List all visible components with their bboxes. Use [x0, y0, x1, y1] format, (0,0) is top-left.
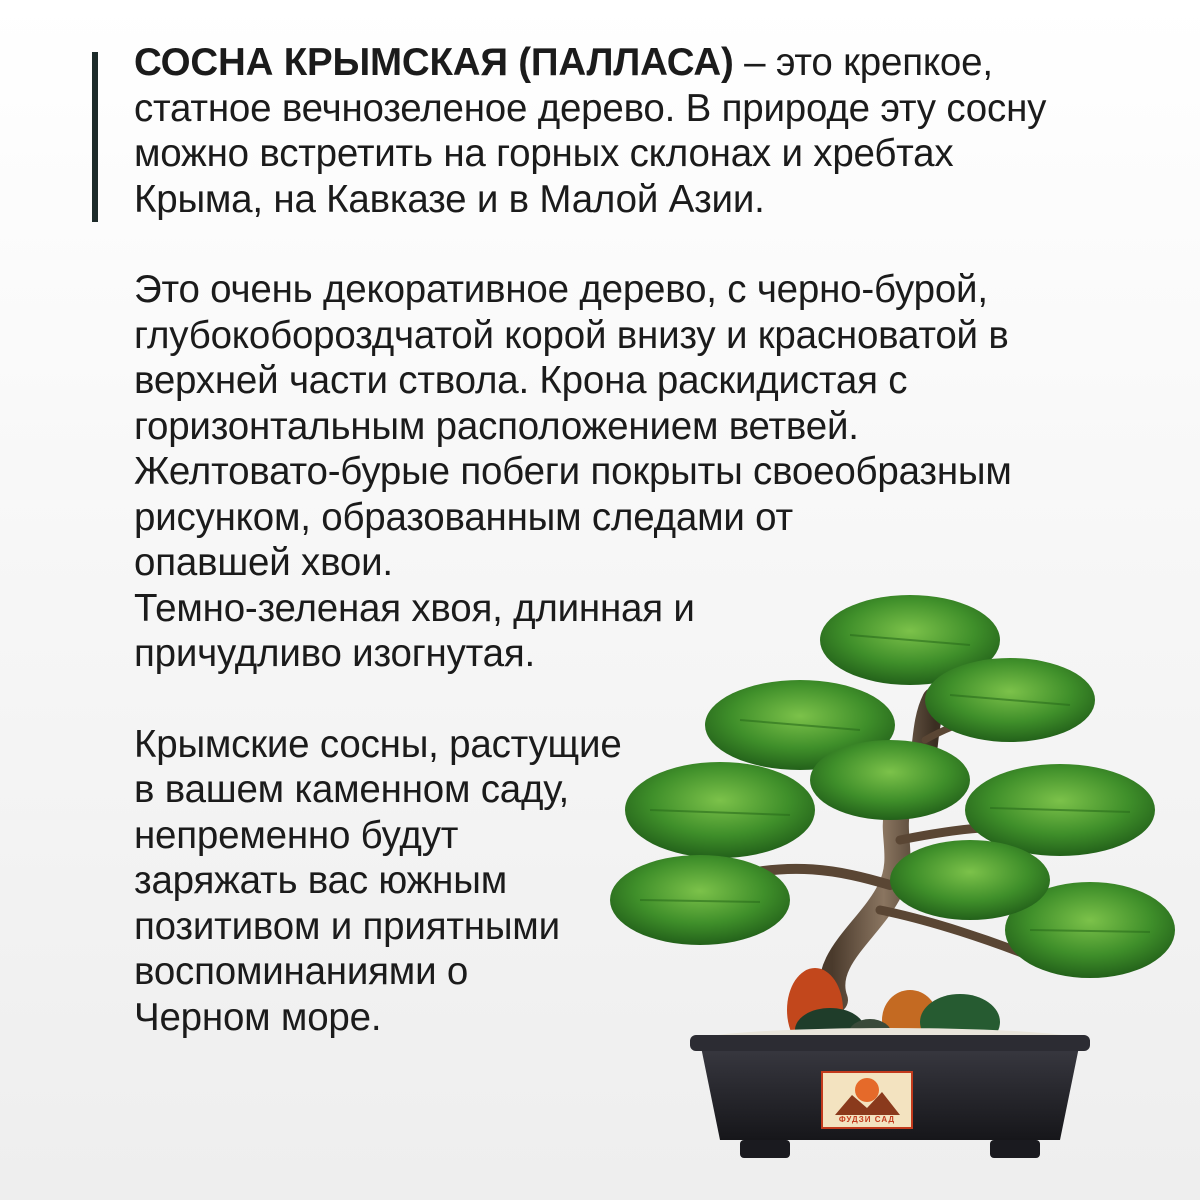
product-title: СОСНА КРЫМСКАЯ (ПАЛЛАСА)	[134, 41, 734, 84]
closing-line: Крымские сосны, растущие	[134, 722, 622, 766]
intro-line-1	[134, 40, 1134, 86]
intro-line-1-rest: – это крепкое,	[733, 41, 993, 84]
intro-line: можно встретить на горных склонах и хребтах	[134, 132, 954, 175]
closing-line: воспоминаниями о	[134, 950, 469, 993]
brand-label: ФУДЗИ САД	[838, 1115, 896, 1124]
description-line: рисунком, образованным следами от	[134, 495, 793, 539]
closing-line: Черном море.	[134, 995, 382, 1039]
closing-line: позитивом и приятными	[134, 904, 560, 948]
description-line: причудливо изогнутая.	[134, 632, 536, 675]
intro-line: статное вечнозеленое дерево. В природе эту сосну	[134, 86, 1047, 130]
closing-line: заряжать вас южным	[134, 859, 507, 902]
accent-bar	[92, 52, 98, 222]
closing-line: в вашем каменном саду,	[134, 768, 569, 811]
description-line: опавшей хвои.	[134, 541, 393, 584]
description-line: Это очень декоративное дерево, с черно-бурой,	[134, 268, 988, 311]
description-line: глубокобороздчатой корой внизу и красноватой в	[134, 313, 1009, 357]
intro-line: Крыма, на Кавказе и в Малой Азии.	[134, 177, 765, 221]
closing-line: непременно будут	[134, 813, 459, 857]
bonsai-pine-illustration	[590, 580, 1180, 1180]
description-line: Темно-зеленая хвоя, длинная и	[134, 586, 695, 630]
description-line: горизонтальным расположением ветвей.	[134, 404, 859, 448]
intro-paragraph	[134, 40, 1134, 222]
description-line: верхней части ствола. Крона раскидистая с	[134, 359, 908, 402]
description-line: Желтовато-бурые побеги покрыты своеобразным	[134, 450, 1012, 493]
